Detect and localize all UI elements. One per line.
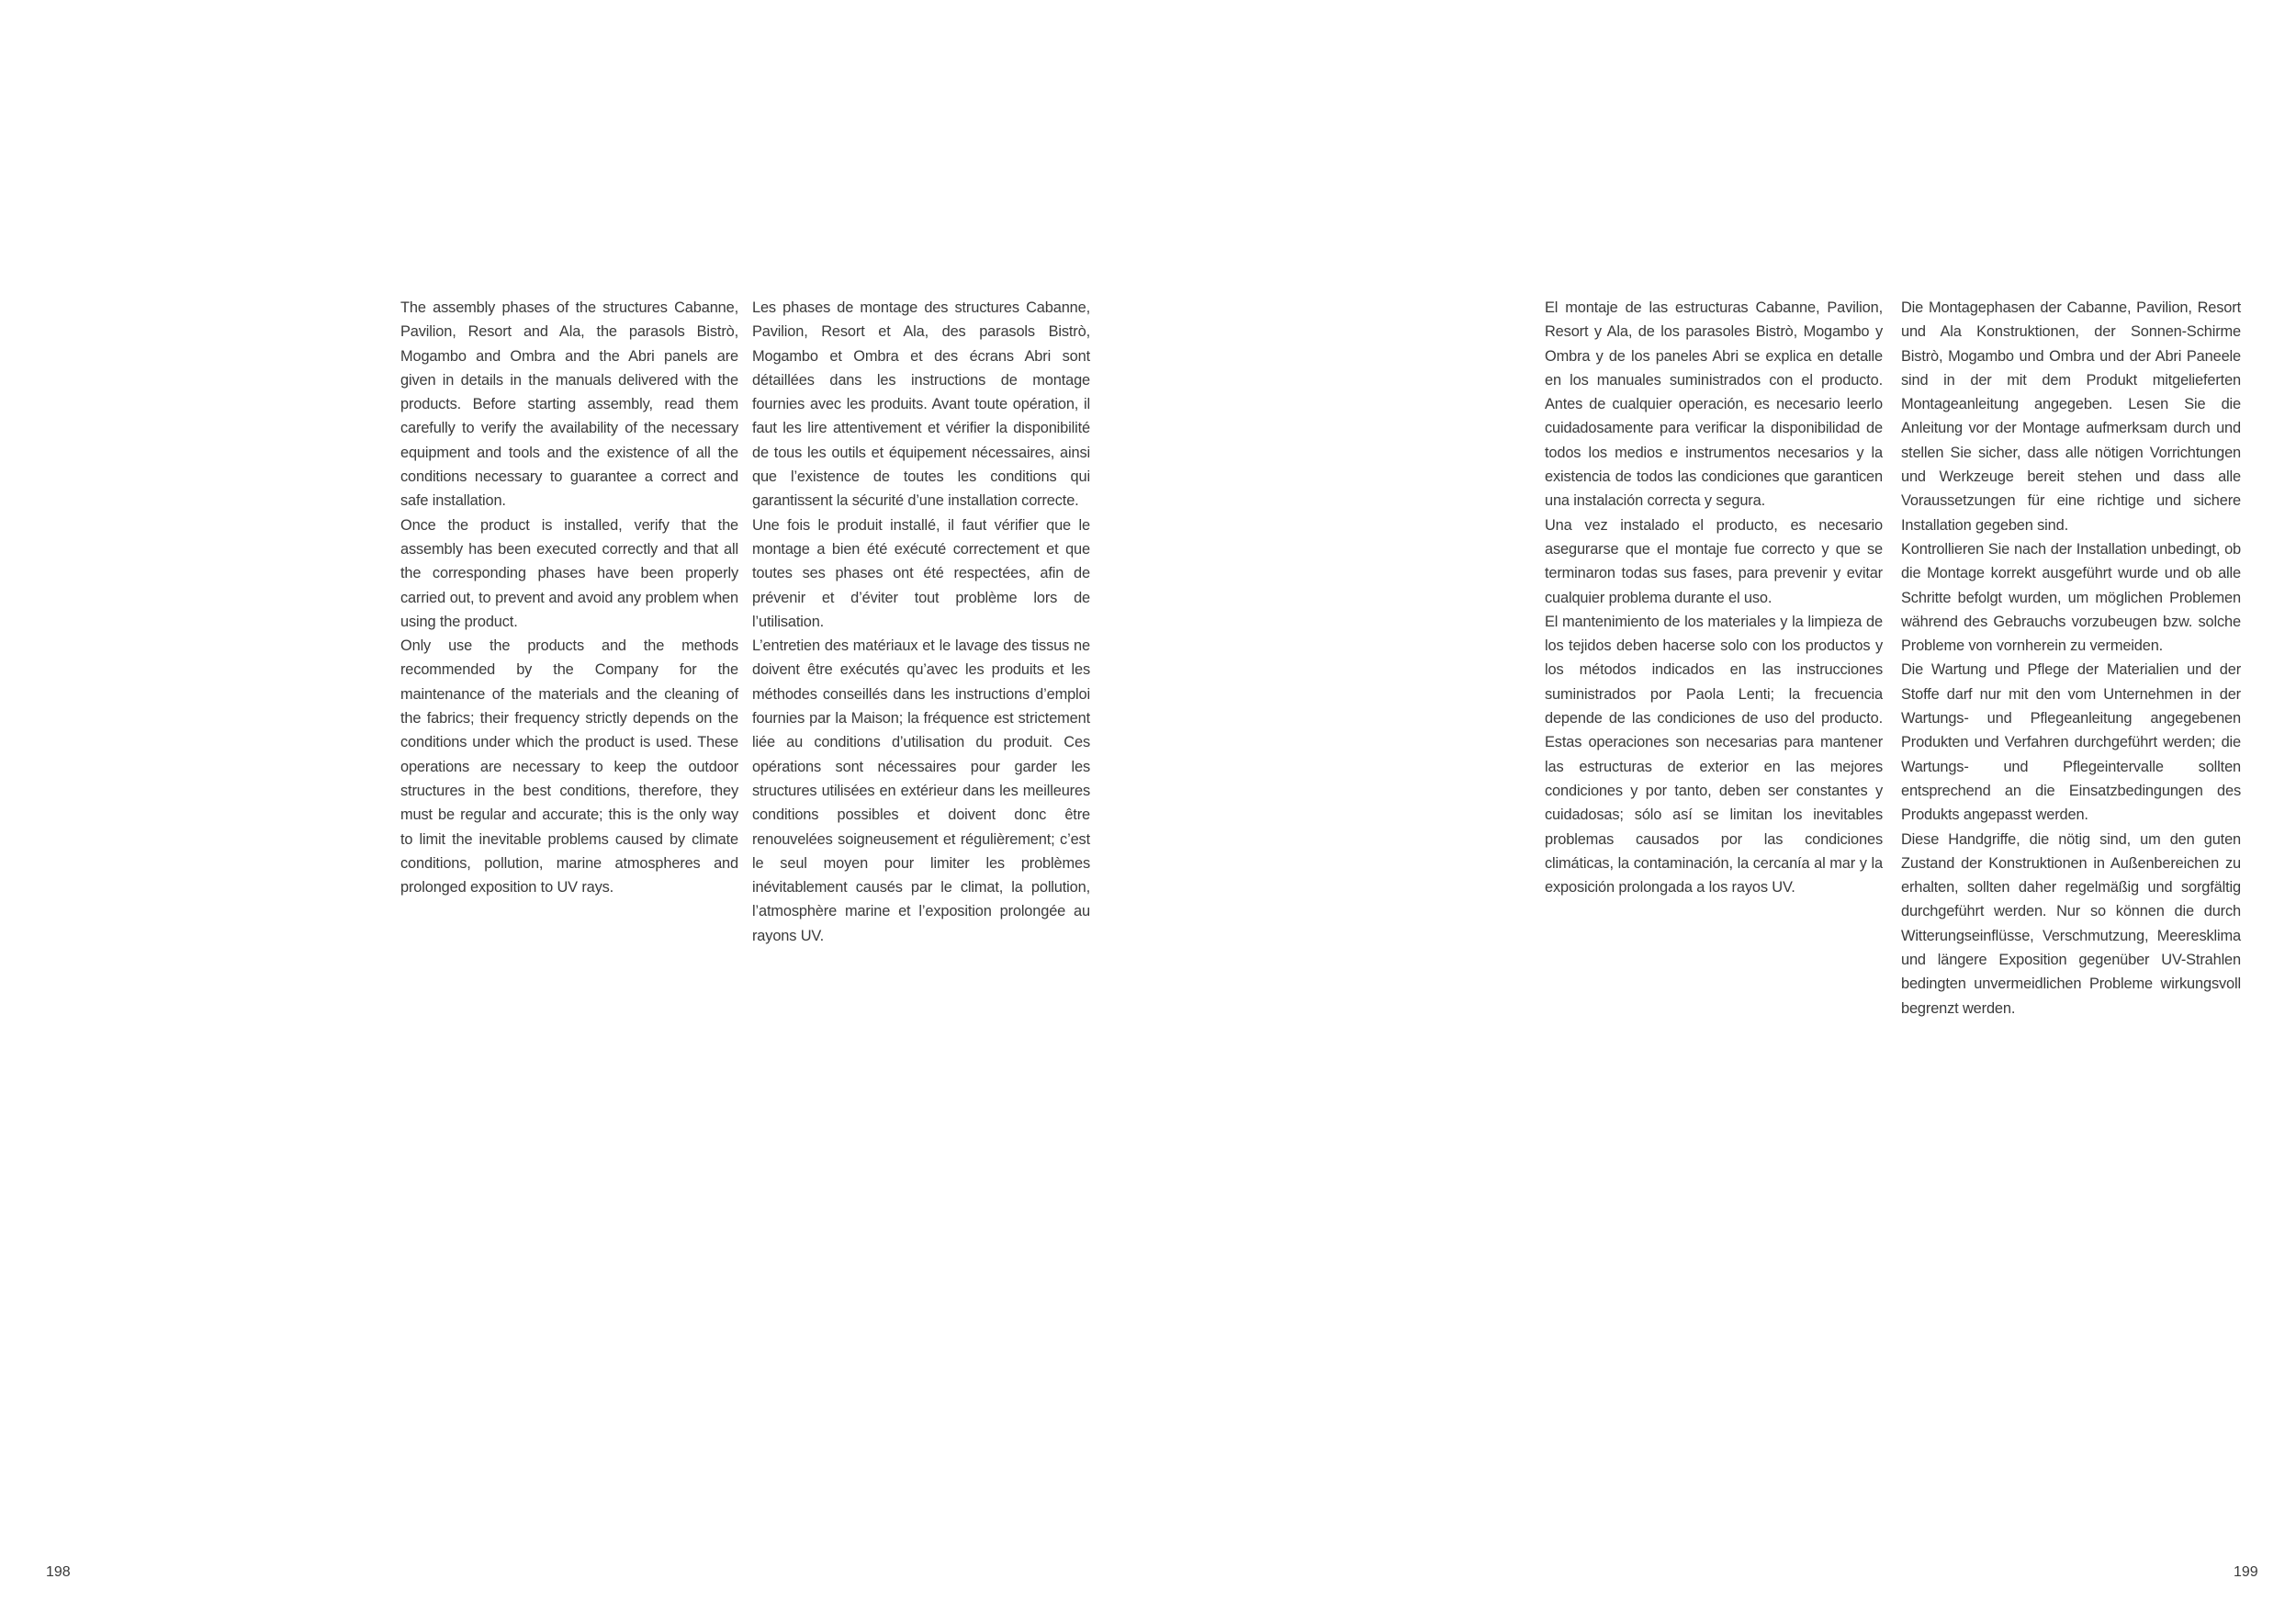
paragraph: The assembly phases of the structures Cabanne, Pavilion, Resort and Ala, the parasols Bistrò, Mogambo and Ombra and the Abri panels are given in details in the manuals delivered with the products. Before starting assembly, read them carefully to verify the availability of the necessary equipment and tools and the existence of all the conditions necessary to guarantee a correct and safe installation. bbox=[400, 299, 738, 510]
paragraph: El montaje de las estructuras Cabanne, Pavilion, Resort y Ala, de los parasoles Bistrò, Mogambo y Ombra y de los paneles Abri se explica en detalle en los manuales suministrados con el producto. Antes de cualquier operación, es necesario leerlo cuidadosamente para verificar la disponibilidad de todos los medios e instrumentos necesarios y la existencia de todos las condiciones que garanticen una instalación correcta y segura. bbox=[1545, 299, 1883, 510]
paragraph: El mantenimiento de los materiales y la limpieza de los tejidos deben hacerse solo con los productos y los métodos indicados en las instrucciones suministrados por Paola Lenti; la frecuencia depende de las condiciones de uso del producto. Estas operaciones son necesarias para mantener las estructuras de exterior en las mejores condiciones y por tanto, deben ser constantes y cuidadosas; sólo así se limitan los inevitables problemas causados por las condiciones climáticas, la contaminación, la cercanía al mar y la exposición prolongada a los rayos UV. bbox=[1545, 613, 1883, 897]
paragraph: Una vez instalado el producto, es necesario asegurarse que el montaje fue correcto y que se terminaron todas sus fases, para prevenir y evitar cualquier problema durante el uso. bbox=[1545, 516, 1883, 606]
paragraph: Die Montagephasen der Cabanne, Pavilion, Resort und Ala Konstruktionen, der Sonnen-Schirme Bistrò, Mogambo und Ombra und der Abri Paneele sind in der mit dem Produkt mitgelieferten Montageanleitung angegeben. Lesen Sie die Anleitung vor der Montage aufmerksam durch und stellen Sie sicher, dass alle nötigen Vorrichtungen und Werkzeuge bereit stehen und dass alle Voraussetzungen für eine richtige und sichere Installation gegeben sind. bbox=[1901, 299, 2241, 534]
paragraph: L’entretien des matériaux et le lavage des tissus ne doivent être exécutés qu’avec les produits et les méthodes conseillés dans les instructions d’emploi fournies par la Maison; la fréquence est strictement liée au conditions d’utilisation du produit. Ces opérations sont nécessaires pour garder les structures utilisées en extérieur dans les meilleures conditions possibles et doivent donc être renouvelées soigneusement et régulièrement; c’est le seul moyen pour limiter les problèmes inévitablement causés par le climat, la pollution, l’atmosphère marine et l’exposition prolongée au rayons UV. bbox=[752, 637, 1090, 944]
french-text-column bbox=[752, 296, 1090, 948]
paragraph: Une fois le produit installé, il faut vérifier que le montage a bien été exécuté correctement et que toutes ses phases ont été respectées, afin de prévenir et d’éviter tout problème lors de l’utilisation. bbox=[752, 516, 1090, 630]
paragraph: Diese Handgriffe, die nötig sind, um den guten Zustand der Konstruktionen in Außenbereichen zu erhalten, sollten daher regelmäßig und sorgfältig durchgeführt werden. Nur so können die durch Witterungseinflüsse, Verschmutzung, Meeresklima und längere Exposition gegenüber UV-Strahlen bedingten unvermeidlichen Probleme wirkungsvoll begrenzt werden. bbox=[1901, 830, 2241, 1017]
page-number-right: 199 bbox=[2234, 1564, 2258, 1580]
paragraph: Die Wartung und Pflege der Materialien und der Stoffe darf nur mit den vom Unternehmen in der Wartungs- und Pflegeanleitung angegebenen Produkten und Verfahren durchgeführt werden; die Wartungs- und Pflegeintervalle sollten entsprechend an die Einsatzbedingungen des Produkts angepasst werden. bbox=[1901, 661, 2241, 824]
german-text-column bbox=[1901, 296, 2241, 1021]
paragraph: Only use the products and the methods recommended by the Company for the maintenance of the materials and the cleaning of the fabrics; their frequency strictly depends on the conditions under which the product is used. These operations are necessary to keep the outdoor structures in the best conditions, therefore, they must be regular and accurate; this is the only way to limit the inevitable problems caused by climate conditions, pollution, marine atmospheres and prolonged exposition to UV rays. bbox=[400, 637, 738, 897]
spanish-text-column bbox=[1545, 296, 1883, 899]
paragraph: Kontrollieren Sie nach der Installation unbedingt, ob die Montage korrekt ausgeführt wurde und ob alle Schritte befolgt wurden, um möglichen Problemen während des Gebrauchs vorzubeugen bzw. solche Probleme von vornherein zu vermeiden. bbox=[1901, 540, 2241, 655]
english-text-column bbox=[400, 296, 738, 899]
paragraph: Les phases de montage des structures Cabanne, Pavilion, Resort et Ala, des parasols Bistrò, Mogambo et Ombra et des écrans Abri sont détaillées dans les instructions de montage fournies avec les produits. Avant toute opération, il faut les lire attentivement et vérifier la disponibilité de tous les outils et équipement nécessaires, ainsi que l’existence de toutes les conditions qui garantissent la sécurité d’une installation correcte. bbox=[752, 299, 1090, 510]
page-number-left: 198 bbox=[46, 1564, 71, 1580]
paragraph: Once the product is installed, verify that the assembly has been executed correctly and that all the corresponding phases have been properly carried out, to prevent and avoid any problem when using the product. bbox=[400, 516, 738, 630]
